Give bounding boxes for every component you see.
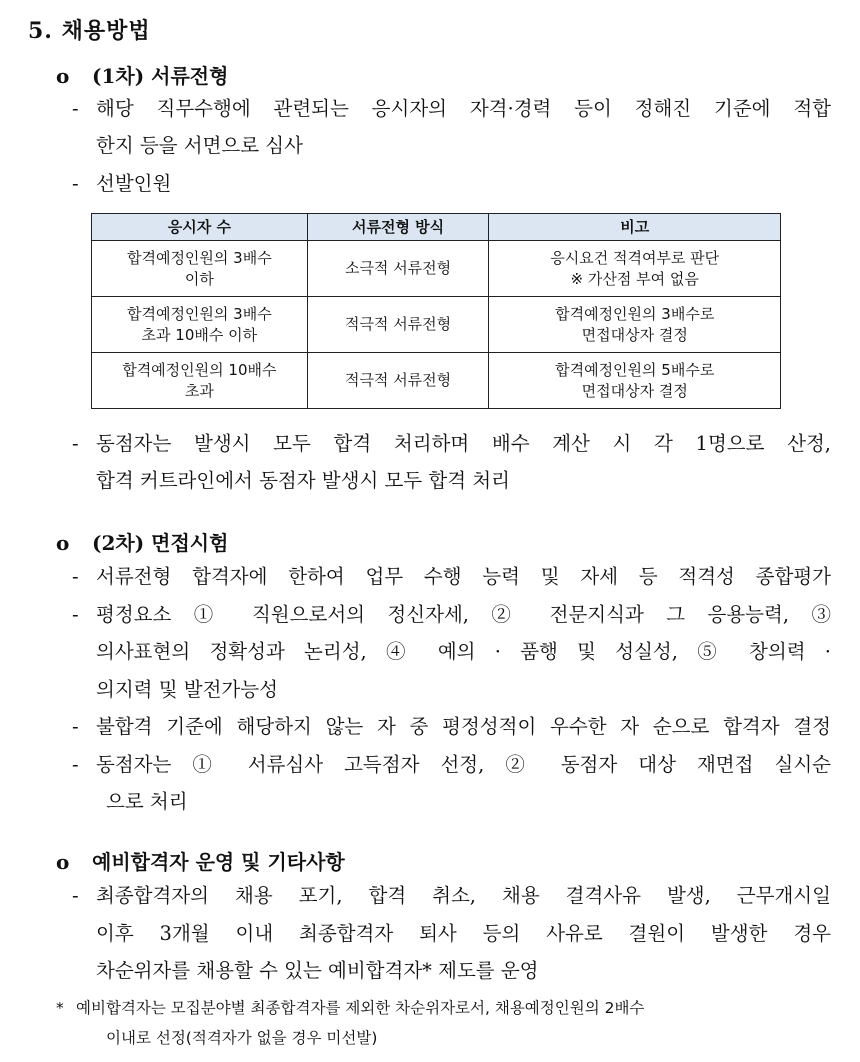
circle-bullet-icon: o — [56, 64, 70, 88]
cell-text: 합격예정인원의 10배수 — [122, 360, 277, 379]
table-cell-count — [92, 353, 308, 409]
table-row — [92, 297, 781, 353]
cell-text: 초과 10배수 이하 — [141, 325, 258, 344]
cell-text: 합격예정인원의 3배수 — [126, 248, 272, 267]
cell-text: 합격예정인원의 3배수로 — [555, 304, 715, 323]
table-cell-note — [489, 353, 781, 409]
stage1-item3-line2: 합격 커트라인에서 동점자 발생시 모두 합격 처리 — [96, 469, 510, 492]
circle-bullet-icon: o — [56, 850, 70, 874]
table-cell-count — [92, 297, 308, 353]
stage2-item2-line1: 평정요소 ① 직원으로서의 정신자세, ② 전문지식과 그 응용능력, ③ — [96, 603, 831, 626]
cell-text: ※ 가산점 부여 없음 — [570, 269, 699, 288]
stage1-item1-line1: 해당 직무수행에 관련되는 응시자의 자격·경력 등이 정해진 기준에 적합 — [96, 97, 831, 120]
stage1-heading: (1차) 서류전형 — [92, 64, 229, 88]
stage2-heading-row — [56, 527, 228, 556]
stage2-item2-line3: 의지력 및 발전가능성 — [96, 678, 278, 701]
stage1-item1-line2: 한지 등을 서면으로 심사 — [96, 134, 303, 157]
dash-icon: - — [72, 753, 79, 776]
table-cell-note — [489, 297, 781, 353]
table-cell-method: 소극적 서류전형 — [307, 241, 489, 297]
stage1-item2: 선발인원 — [96, 172, 172, 195]
table-row — [92, 353, 781, 409]
dash-icon: - — [72, 603, 79, 626]
section-title: 5. 채용방법 — [28, 18, 151, 44]
table-header-cell: 비고 — [489, 214, 781, 241]
cell-text: 합격예정인원의 5배수로 — [555, 360, 715, 379]
table-cell-method: 적극적 서류전형 — [307, 353, 489, 409]
dash-icon: - — [72, 715, 79, 738]
stage2-item2-line2: 의사표현의 정확성과 논리성, ④ 예의 · 품행 및 성실성, ⑤ 창의력 · — [96, 640, 831, 663]
dash-icon: - — [72, 884, 79, 907]
stage1-heading-row — [56, 60, 228, 89]
reserve-heading: 예비합격자 운영 및 기타사항 — [92, 850, 345, 874]
stage2-item1: 서류전형 합격자에 한하여 업무 수행 능력 및 자세 등 적격성 종합평가 — [96, 565, 831, 588]
dash-icon: - — [72, 432, 79, 455]
dash-icon: - — [72, 172, 79, 195]
table-cell-count — [92, 241, 308, 297]
stage2-item4-line1: 동점자는 ① 서류심사 고득점자 선정, ② 동점자 대상 재면접 실시순 — [96, 753, 831, 776]
dash-icon: - — [72, 565, 79, 588]
reserve-item1-line1: 최종합격자의 채용 포기, 합격 취소, 채용 결격사유 발생, 근무개시일 — [96, 884, 831, 907]
cell-text: 합격예정인원의 3배수 — [126, 304, 272, 323]
cell-text: 초과 — [184, 381, 214, 400]
stage2-item3: 불합격 기준에 해당하지 않는 자 중 평정성적이 우수한 자 순으로 합격자 결정 — [96, 715, 831, 738]
footnote-line1: 예비합격자는 모집분야별 최종합격자를 제외한 차순위자로서, 채용예정인원의 2배수 — [76, 999, 645, 1017]
footnote-mark: * — [56, 999, 64, 1017]
cell-text: 이하 — [184, 269, 214, 288]
footnote-line2: 이내로 선정(적격자가 없을 경우 미선발) — [106, 1029, 378, 1047]
cell-text: 응시요건 적격여부로 판단 — [550, 248, 720, 267]
table-row — [92, 241, 781, 297]
circle-bullet-icon: o — [56, 531, 70, 555]
stage1-item3-line1: 동점자는 발생시 모두 합격 처리하며 배수 계산 시 각 1명으로 산정, — [96, 432, 831, 455]
stage2-item4-line2: 으로 처리 — [106, 790, 188, 813]
table-header-row — [92, 214, 781, 241]
reserve-heading-row — [56, 846, 345, 875]
cell-text: 면접대상자 결정 — [581, 381, 688, 400]
table-header-cell: 응시자 수 — [92, 214, 308, 241]
dash-icon: - — [72, 97, 79, 120]
stage2-heading: (2차) 면접시험 — [92, 531, 229, 555]
table-header-cell: 서류전형 방식 — [307, 214, 489, 241]
table-cell-note — [489, 241, 781, 297]
reserve-item1-line2: 이후 3개월 이내 최종합격자 퇴사 등의 사유로 결원이 발생한 경우 — [96, 922, 831, 945]
cell-text: 면접대상자 결정 — [581, 325, 688, 344]
reserve-item1-line3: 차순위자를 채용할 수 있는 예비합격자* 제도를 운영 — [96, 959, 539, 982]
table-cell-method: 적극적 서류전형 — [307, 297, 489, 353]
selection-table — [91, 213, 781, 409]
